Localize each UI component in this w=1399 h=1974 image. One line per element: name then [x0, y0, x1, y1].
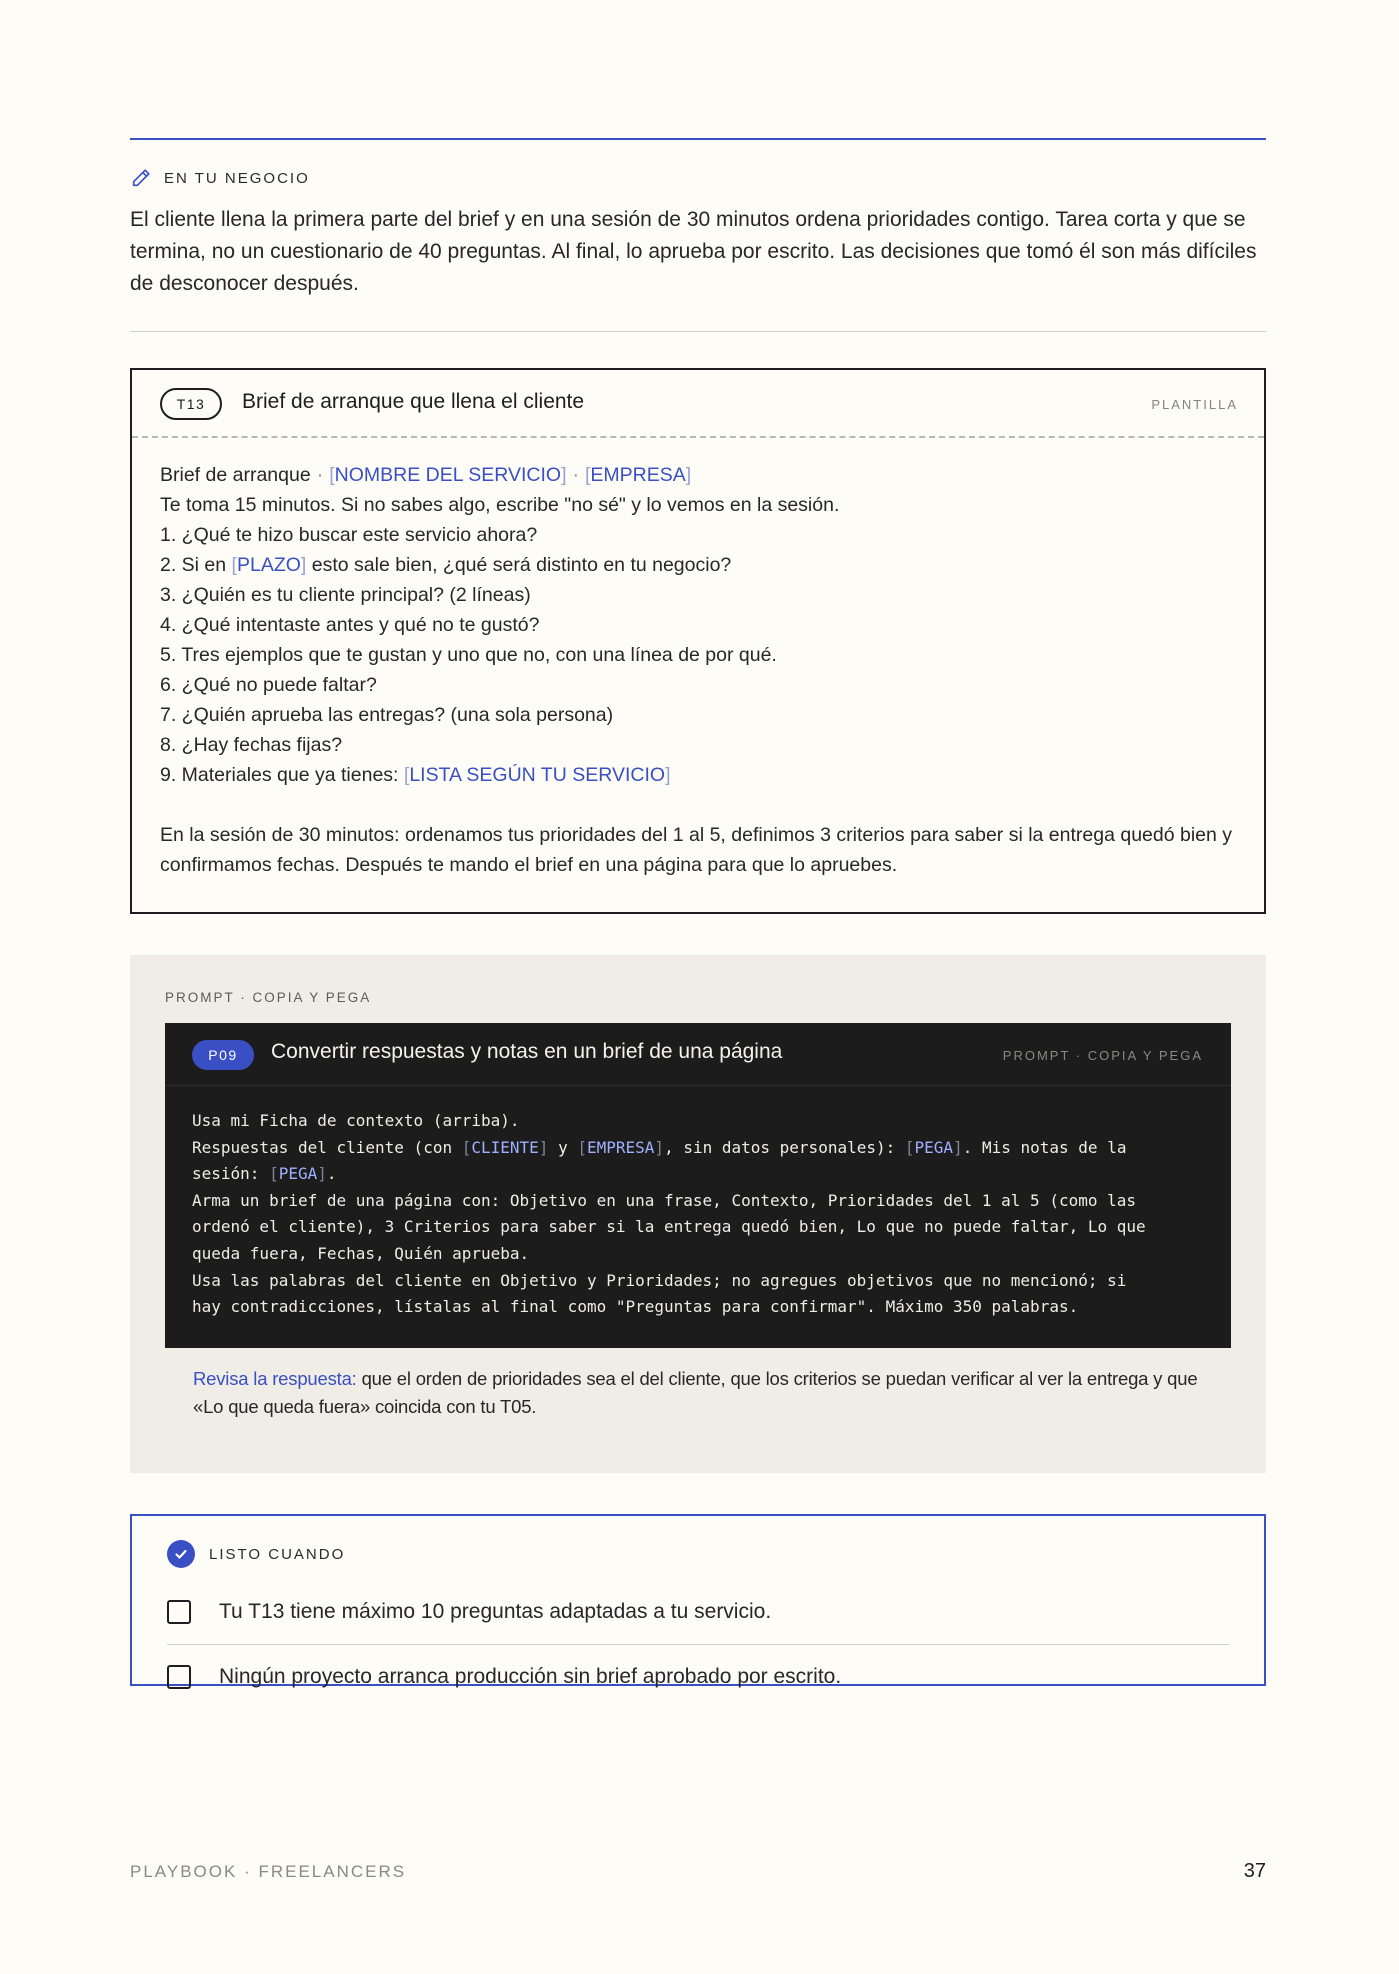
template-heading: Brief de arranque · [NOMBRE DEL SERVICIO] · [EMPRESA] — [160, 464, 692, 486]
placeholder-company: EMPRESA — [586, 1137, 655, 1157]
checklist-item[interactable] — [167, 1580, 1229, 1645]
section-divider — [130, 331, 1266, 332]
prompt-title: Convertir respuestas y notas en un brief de una página — [271, 1040, 783, 1063]
intro-paragraph: El cliente llena la primera parte del brief y en una sesión de 30 minutos ordena prioridades contigo. Tarea corta y que se termina, no un cuestionario de 40 preguntas. Al final, lo aprueba por escrito. Las decisiones que tomó él son más difíciles de desconocer después. — [130, 208, 1257, 295]
question-3: 3. ¿Quién es tu cliente principal? (2 líneas) — [160, 584, 531, 606]
prompt-header — [165, 1023, 1231, 1086]
placeholder-paste: PEGA — [278, 1164, 318, 1184]
placeholder-paste: PEGA — [914, 1137, 954, 1157]
code-line: Usa mi Ficha de contexto (arriba). — [192, 1111, 520, 1130]
top-divider — [130, 138, 1266, 140]
section-label — [130, 167, 310, 189]
placeholder-term: PLAZO — [236, 554, 301, 576]
prompt-tag: PROMPT · COPIA Y PEGA — [1002, 1048, 1203, 1063]
template-tag: PLANTILLA — [1151, 397, 1238, 412]
code-line: Usa las palabras del cliente en Objetivo y Prioridades; no agregues objetivos que no mencionó; si — [192, 1270, 1127, 1290]
template-intro-line: Te toma 15 minutos. Si no sabes algo, escribe "no sé" y lo vemos en la sesión. — [160, 494, 840, 516]
template-body — [132, 438, 1264, 880]
separator-dot: · — [316, 464, 324, 486]
template-heading-text: Brief de arranque — [160, 464, 311, 486]
pencil-icon — [130, 167, 152, 189]
code-line: Respuestas del cliente (con [CLIENTE] y [EMPRESA], sin datos personales): [PEGA]. Mis notas de la — [192, 1137, 1127, 1157]
code-line: queda fuera, Fechas, Quién aprueba. — [192, 1243, 530, 1263]
code-line: sesión: [PEGA]. — [192, 1164, 337, 1184]
code-line: ordenó el cliente), 3 Criterios para saber si la entrega quedó bien, Lo que no puede faltar, Lo que — [192, 1217, 1146, 1237]
checkbox[interactable] — [167, 1600, 191, 1624]
checklist-item-text: Tu T13 tiene máximo 10 preguntas adaptadas a tu servicio. — [219, 1600, 772, 1623]
checklist-item[interactable] — [167, 1645, 1229, 1709]
code-line: hay contradicciones, lístalas al final como "Preguntas para confirmar". Máximo 350 palabras. — [192, 1297, 1079, 1317]
review-note — [193, 1365, 1203, 1421]
question-2: 2. Si en [PLAZO] esto sale bien, ¿qué será distinto en tu negocio? — [160, 554, 732, 576]
question-4: 4. ¿Qué intentaste antes y qué no te gustó? — [160, 614, 540, 636]
prompt-outer-label: PROMPT · COPIA Y PEGA — [165, 990, 372, 1005]
template-id-badge: T13 — [160, 388, 222, 420]
question-1: 1. ¿Qué te hizo buscar este servicio ahora? — [160, 524, 538, 546]
checklist-card — [130, 1514, 1266, 1686]
checklist-item-text: Ningún proyecto arranca producción sin brief aprobado por escrito. — [219, 1665, 842, 1688]
placeholder-service: NOMBRE DEL SERVICIO — [334, 464, 562, 486]
prompt-section — [130, 955, 1266, 1473]
review-lead: Revisa la respuesta: — [193, 1368, 357, 1389]
code-line: Arma un brief de una página con: Objetivo en una frase, Contexto, Prioridades del 1 al 5 (como las — [192, 1190, 1137, 1210]
prompt-id-badge: P09 — [192, 1040, 254, 1070]
template-card — [130, 368, 1266, 914]
question-8: 8. ¿Hay fechas fijas? — [160, 734, 343, 756]
separator-dot: · — [572, 464, 579, 486]
footer-title: PLAYBOOK · FREELANCERS — [130, 1862, 407, 1881]
placeholder-client: CLIENTE — [471, 1137, 539, 1157]
page-number: 37 — [1243, 1860, 1266, 1882]
template-title: Brief de arranque que llena el cliente — [242, 390, 585, 413]
prompt-code-card[interactable] — [165, 1023, 1231, 1348]
question-6: 6. ¿Qué no puede faltar? — [160, 674, 377, 696]
template-header — [132, 370, 1264, 438]
review-text: que el orden de prioridades sea el del cliente, que los criterios se puedan verificar al ver la entrega y que «Lo que queda fuera» coincida con tu T05. — [193, 1368, 1198, 1417]
checkbox[interactable] — [167, 1665, 191, 1689]
question-5: 5. Tres ejemplos que te gustan y uno que no, con una línea de por qué. — [160, 644, 777, 666]
checkmark-circle-icon — [167, 1540, 195, 1568]
checklist-header — [167, 1540, 345, 1568]
placeholder-company: EMPRESA — [590, 464, 686, 486]
template-closing: En la sesión de 30 minutos: ordenamos tus prioridades del 1 al 5, definimos 3 criterios para saber si la entrega quedó bien y confirmamos fechas. Después te mando el brief en una página para que lo apruebes. — [160, 824, 1233, 876]
section-label-text: EN TU NEGOCIO — [164, 169, 310, 187]
placeholder-list: LISTA SEGÚN TU SERVICIO — [409, 764, 666, 786]
question-7: 7. ¿Quién aprueba las entregas? (una sola persona) — [160, 704, 614, 726]
checklist-label: LISTO CUANDO — [209, 1545, 346, 1563]
prompt-code[interactable] — [165, 1086, 1231, 1321]
question-9: 9. Materiales que ya tienes: [LISTA SEGÚN TU SERVICIO] — [160, 764, 671, 786]
